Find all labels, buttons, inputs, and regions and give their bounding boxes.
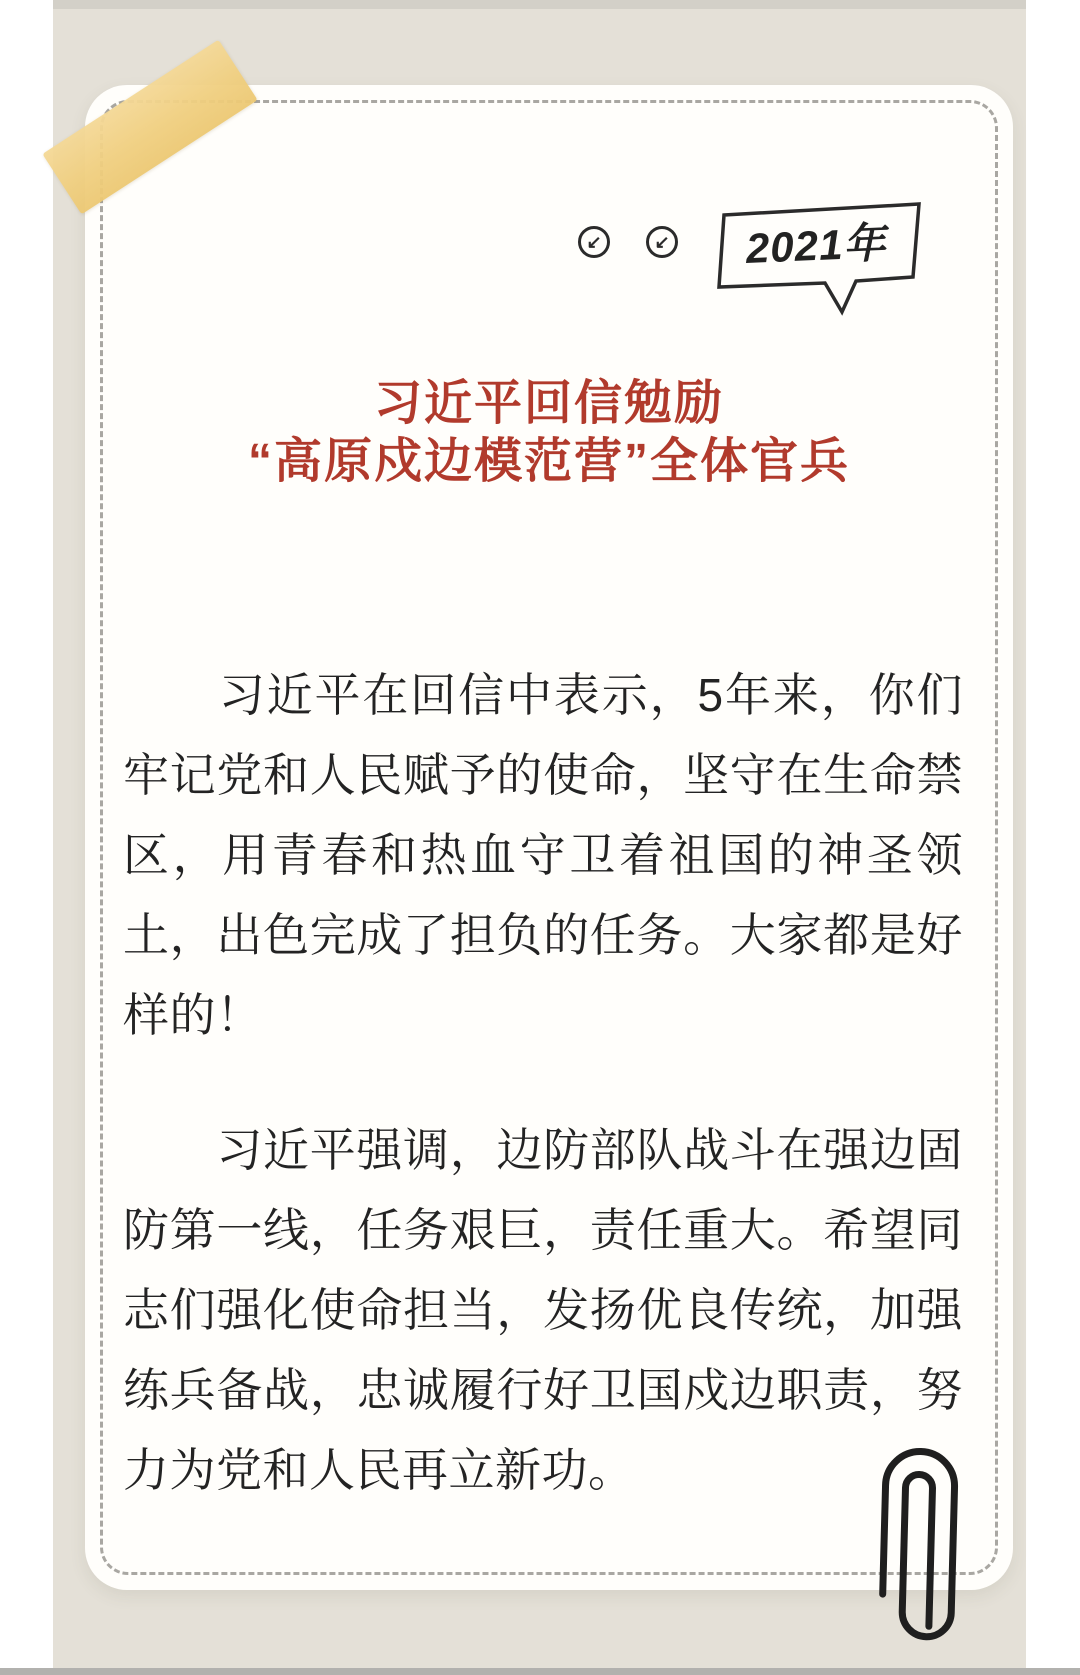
letter-text-line: 志们强化使命担当，发扬优良传统，加强	[123, 1284, 963, 1336]
arrow-down-left-icon: ↙	[578, 226, 610, 258]
page-title	[85, 375, 1013, 491]
paperclip-icon	[875, 1439, 962, 1651]
letter-text-line: 样的！	[123, 989, 263, 1041]
letter-text-line: 防第一线，任务艰巨，责任重大。希望同	[123, 1204, 963, 1256]
letter-text-line: 牢记党和人民赋予的使命，坚守在生命禁	[123, 749, 963, 801]
letter-text-line: 力为党和人民再立新功。	[123, 1444, 635, 1496]
letter-paragraph-1	[123, 655, 963, 1055]
photo-top-edge	[53, 0, 1026, 9]
letter-text-line: 习近平在回信中表示，5年来，你们	[123, 669, 963, 721]
letter-text-line: 练兵备战，忠诚履行好卫国戍边职责，努	[123, 1364, 963, 1416]
letter-paragraph-2	[123, 1110, 963, 1510]
letter-text-line: 区，用青春和热血守卫着祖国的神圣领	[123, 829, 963, 881]
photo-background	[53, 0, 1026, 1675]
image-bottom-edge	[0, 1668, 1080, 1675]
letter-text-line: 土，出色完成了担负的任务。大家都是好	[123, 909, 963, 961]
letter-card	[85, 85, 1013, 1590]
title-line-1: 习近平回信勉励	[373, 377, 724, 430]
title-line-2: “高原戍边模范营”全体官兵	[247, 435, 850, 488]
year-bubble	[713, 197, 925, 317]
letter-text-line: 习近平强调，边防部队战斗在强边固	[123, 1124, 963, 1176]
year-label: 2021年	[744, 218, 888, 273]
arrow-down-left-icon: ↙	[646, 226, 678, 258]
